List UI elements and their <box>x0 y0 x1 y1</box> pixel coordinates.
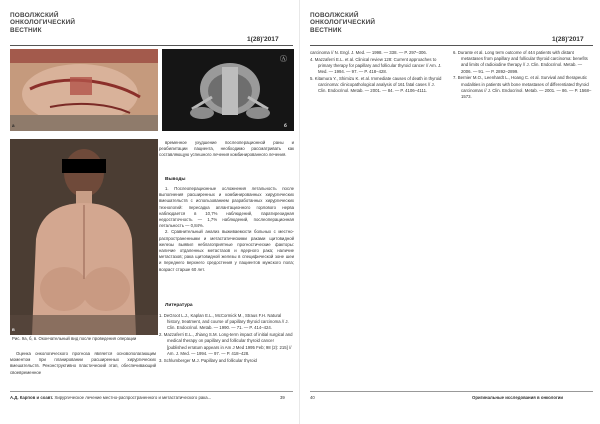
paragraph: Оценка онкологического прогноза является основополагающим моментом при планировании расширенных хирургических вмешательств. Реконструктивно пластический этап, обеспечивающий своевременное <box>10 351 156 375</box>
page-number: 40 <box>310 395 315 400</box>
reference-list-col2 <box>453 50 593 101</box>
conclusion-item: 2. Сравнительный анализ выживаемости больных с местно-распространенными и метастатическими раками щитовидной железы выявил неблагоприятные прогностические факторы: наличие отдаленных метастазов и ядерного рака; наличие метастазов; рака щитовидной железы в специфической зоне шеи и переднего верхнего средостения у пациентов мужского пола; возраст старше 60 лет. <box>159 229 294 272</box>
reference-item: 7. Bernier M.O., Leenhardt L., Hoang C. et al. Survival and therapeutic modalities in patients with bone metastases of differentiated thyroid carcinomas // J. Clin. Endocrinol. Metab. — 2001. — 86. — P. 1568–1573. <box>453 75 592 100</box>
surgical-field-image <box>10 49 158 131</box>
paragraph: временное ухудшение послеоперационной раны и реабилитации пациента, необходимо рассматривать как составляющую успешного лечения комбинированного лечения. <box>159 140 294 158</box>
reference-item: 3. Schlumberger M.J. Papillary and follicular thyroid <box>159 357 257 363</box>
reference-item: 5. Kitamura Y., Shimizu K. et al. Immediate causes of death in thyroid carcinoma: clinicopathological analysis of 161 fatal cases // J. Clin. Endocrinol. Metab. — 2001. — 84. — P. 4106–4111. <box>310 76 442 94</box>
reference-item: carcinoma // N. Engl. J. Med. — 1998. — 338. — P. 297–306. <box>310 50 427 55</box>
header-rule <box>310 45 593 46</box>
footer-left <box>10 395 211 400</box>
journal-name <box>10 12 75 34</box>
conclusions-heading: Выводы <box>165 177 186 182</box>
reference-item: 4. Mazzaferri E.L. et al. Clinical review 128: Current approaches to primary therapy for papillary and follicular thyroid cancer // Am. J. Med. — 1994. — 97. — P. 418–428. <box>310 56 442 75</box>
footer-section <box>472 395 563 400</box>
journal-line-2: ОНКОЛОГИЧЕСКИЙ <box>10 19 76 27</box>
figure-letter-a: а <box>12 123 15 128</box>
journal-name <box>310 12 375 34</box>
figure-caption: Рис. 9а, б, в. Окончательный вид после проведения операции <box>12 336 137 341</box>
text-bottom <box>10 351 156 376</box>
reference-item: 1. DeGroot L.J., Kaplan E.L., McCormick M., Straus F.H. Natural history, treatment, and course of papillary thyroid carcinoma // J. Clin. Endocrinol. Metab. — 1990. — 71. — P. 414–424. <box>159 313 289 331</box>
conclusions <box>159 186 294 273</box>
reference-item: 2. Mazzaferri E.L., Jhiang S.M. Long-term impact of initial surgical and medical therapy on papillary and follicular thyroid cancer [published erratum appears in Am J Med 1995 Feb; 98 (2): 215] // Am. J. Med. — 1994. — 97. — P. 418–428. <box>159 332 293 356</box>
conclusion-item: 1. Послеоперационные осложнения летальность после выполнения расширенных и комбинированных хирургических вмешательств с использованием разработанных хирургических технологий: пересадка аплантационного горлового нерва наблюдается в 10,7% наблюдений, паратиреоидная недостаточность — 1,7% наблюдений, послеоперационная летальность — 0,84%. <box>159 186 294 229</box>
issue-number: 1(28)'2017 <box>552 36 584 43</box>
journal-line-1: ПОВОЛЖСКИЙ <box>10 12 59 19</box>
journal-line-2: ОНКОЛОГИЧЕСКИЙ <box>310 19 376 27</box>
figure-photo-c <box>10 139 158 335</box>
reference-item: 6. Durante et al. Long term outcome of 444 patients with distant metastases from papillary and follicular thyroid carcinoma: benefits and limits of radioiodine therapy // J. Clin. Endocrinol. Metab. — 2006. — 91. — P. 2892–2899. <box>453 50 588 74</box>
page-number: 39 <box>280 395 285 400</box>
footer-rule <box>310 391 593 392</box>
svg-text:Ⓐ: Ⓐ <box>280 56 287 63</box>
figure-photo-b <box>162 49 294 131</box>
footer-authors: А.Д. Карпов и соавт. <box>10 395 54 400</box>
text-top <box>159 140 294 159</box>
footer-section-title: Оригинальные исследования в онкологии <box>472 395 564 400</box>
journal-line-3: ВЕСТНИК <box>310 26 342 34</box>
literature-heading: Литература <box>165 303 193 308</box>
figure-letter-b: б <box>284 123 287 128</box>
reference-list <box>159 313 294 364</box>
figure-letter-c: в <box>12 327 15 332</box>
footer-article-title: Хирургическое лечение местно-распространенного и метастатического рака... <box>54 395 212 400</box>
footer-rule <box>10 391 293 392</box>
patient-photo-image <box>10 139 158 335</box>
ct-reconstruction-image <box>162 49 294 131</box>
right-page <box>300 0 600 424</box>
header-rule <box>10 45 293 46</box>
journal-line-3: ВЕСТНИК <box>10 26 42 34</box>
journal-line-1: ПОВОЛЖСКИЙ <box>310 12 359 19</box>
reference-list-col1 <box>310 50 442 95</box>
figure-photo-a <box>10 49 158 131</box>
issue-number: 1(28)'2017 <box>247 36 279 43</box>
